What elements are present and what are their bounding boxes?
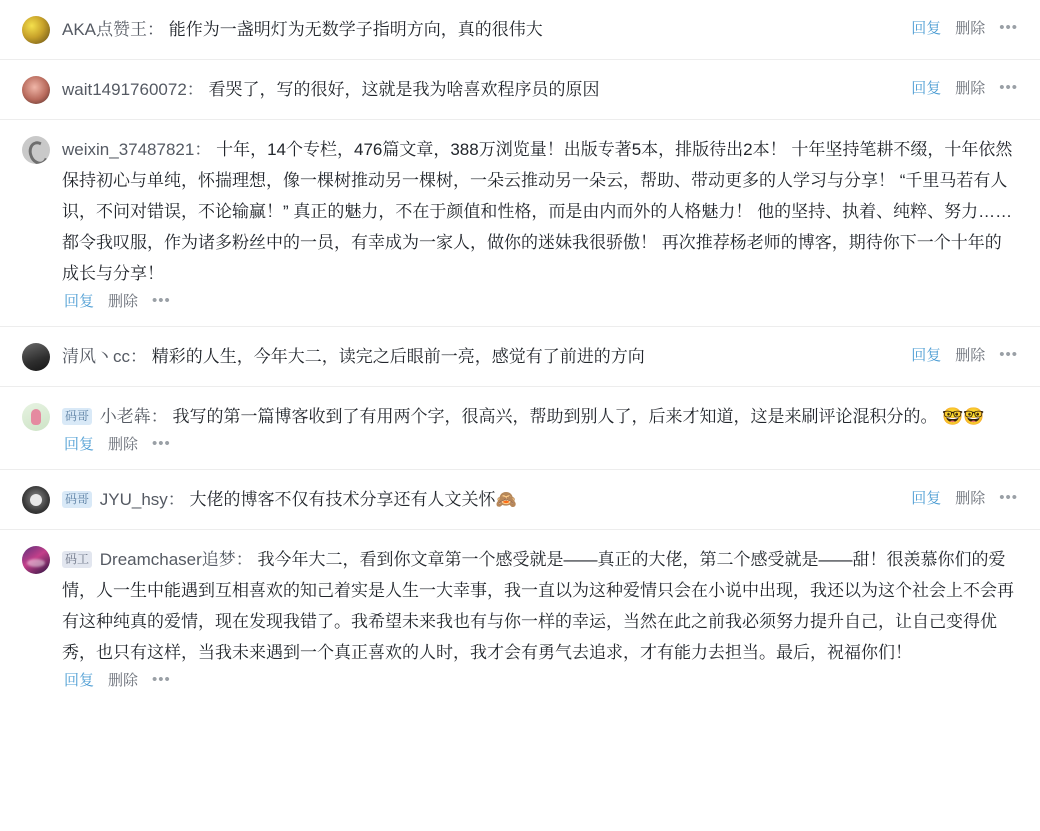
avatar[interactable]: [22, 546, 50, 574]
more-icon[interactable]: •••: [999, 489, 1018, 506]
more-icon[interactable]: •••: [152, 671, 171, 688]
comment-body: [62, 401, 1018, 455]
more-icon[interactable]: •••: [999, 79, 1018, 96]
comment-item: [0, 0, 1040, 60]
reply-button[interactable]: 回复: [64, 672, 95, 689]
comment-body: [62, 134, 1018, 312]
delete-button[interactable]: 删除: [108, 672, 139, 689]
delete-button[interactable]: 删除: [108, 293, 139, 310]
more-icon[interactable]: •••: [999, 346, 1018, 363]
delete-button[interactable]: 删除: [955, 347, 986, 364]
comment-username[interactable]: Dreamchaser追梦：: [99, 550, 253, 569]
reply-button[interactable]: 回复: [64, 436, 95, 453]
comment-text: 大佬的博客不仅有技术分享还有人文关怀🙈: [189, 490, 517, 509]
delete-button[interactable]: 删除: [955, 490, 986, 507]
avatar[interactable]: [22, 403, 50, 431]
comment-actions: [62, 290, 1018, 311]
user-badge: 码工: [62, 551, 92, 568]
comment-body: [62, 341, 1018, 372]
comment-text: 能作为一盏明灯为无数学子指明方向，真的很伟大: [168, 20, 543, 39]
comment-username[interactable]: 小老犇：: [99, 407, 168, 426]
avatar[interactable]: [22, 136, 50, 164]
reply-button[interactable]: 回复: [911, 20, 942, 37]
comment-item: [0, 470, 1040, 530]
comment-text: 我今年大二，看到你文章第一个感受就是——真正的大佬，第二个感受就是——甜！很羡慕你们的爱情，人一生中能遇到互相喜欢的知己着实是人生一大幸事，我一直以为这种爱情只会在小说中出现，我还以为这个社会上不会再有这种纯真的爱情，现在发现我错了。我希望未来我也有与你一样的幸运，当然在此之前我必须努力提升自己，让自己变得优秀，也只有这样，当我未来遇到一个真正喜欢的人时，我才会有勇气去追求，才有能力去担当。最后，祝福你们！: [62, 550, 1014, 662]
avatar[interactable]: [22, 343, 50, 371]
comment-body: [62, 484, 1018, 515]
comment-username[interactable]: wait1491760072：: [62, 80, 204, 99]
comment-username[interactable]: 清风丶cc：: [62, 347, 147, 366]
comment-text: 精彩的人生，今年大二，读完之后眼前一亮，感觉有了前进的方向: [151, 347, 645, 366]
comment-item: [0, 60, 1040, 120]
user-badge: 码哥: [62, 491, 92, 508]
comment-item: [0, 120, 1040, 327]
comment-actions: [911, 77, 1018, 98]
comment-body: [62, 74, 1018, 105]
comment-actions: [911, 487, 1018, 508]
reply-button[interactable]: 回复: [64, 293, 95, 310]
user-badge: 码哥: [62, 408, 92, 425]
delete-button[interactable]: 删除: [955, 20, 986, 37]
comment-item: [0, 387, 1040, 470]
comment-item: [0, 327, 1040, 387]
avatar[interactable]: [22, 486, 50, 514]
comment-username[interactable]: AKA点赞王：: [62, 20, 165, 39]
comment-username[interactable]: weixin_37487821：: [62, 140, 212, 159]
comment-text: 看哭了，写的很好，这就是我为啥喜欢程序员的原因: [208, 80, 600, 99]
more-icon[interactable]: •••: [999, 19, 1018, 36]
more-icon[interactable]: •••: [152, 292, 171, 309]
delete-button[interactable]: 删除: [955, 80, 986, 97]
comment-body: [62, 14, 1018, 45]
reply-button[interactable]: 回复: [911, 80, 942, 97]
delete-button[interactable]: 删除: [108, 436, 139, 453]
more-icon[interactable]: •••: [152, 435, 171, 452]
comment-actions: [62, 669, 1018, 690]
avatar[interactable]: [22, 76, 50, 104]
comment-item: [0, 530, 1040, 705]
comment-username[interactable]: JYU_hsy：: [99, 490, 185, 509]
comment-text: 十年，14个专栏，476篇文章，388万浏览量！出版专著5本，排版待出2本！ 十年坚持笔耕不缀，十年依然保持初心与单纯，怀揣理想，像一棵树推动另一棵树，一朵云推动另一朵云，帮助、带动更多的人学习与分享！ “千里马若有人识，不问对错误，不论输赢！” 真正的魅力，不在于颜值和性格，而是由内而外的人格魅力！ 他的坚持、执着、纯粹、努力……都令我叹服，作为诸多粉丝中的一员，有幸成为一家人，做你的迷妹我很骄傲！ 再次推荐杨老师的博客，期待你下一个十年的成长与分享！: [62, 140, 1013, 283]
comment-actions: [911, 17, 1018, 38]
reply-button[interactable]: 回复: [911, 347, 942, 364]
avatar[interactable]: [22, 16, 50, 44]
comment-actions: [911, 344, 1018, 365]
comment-body: [62, 544, 1018, 691]
reply-button[interactable]: 回复: [911, 490, 942, 507]
comment-actions: [62, 433, 1018, 454]
comment-text: 我写的第一篇博客收到了有用两个字，很高兴，帮助到别人了，后来才知道，这是来刷评论混积分的。 🤓🤓: [172, 407, 985, 426]
